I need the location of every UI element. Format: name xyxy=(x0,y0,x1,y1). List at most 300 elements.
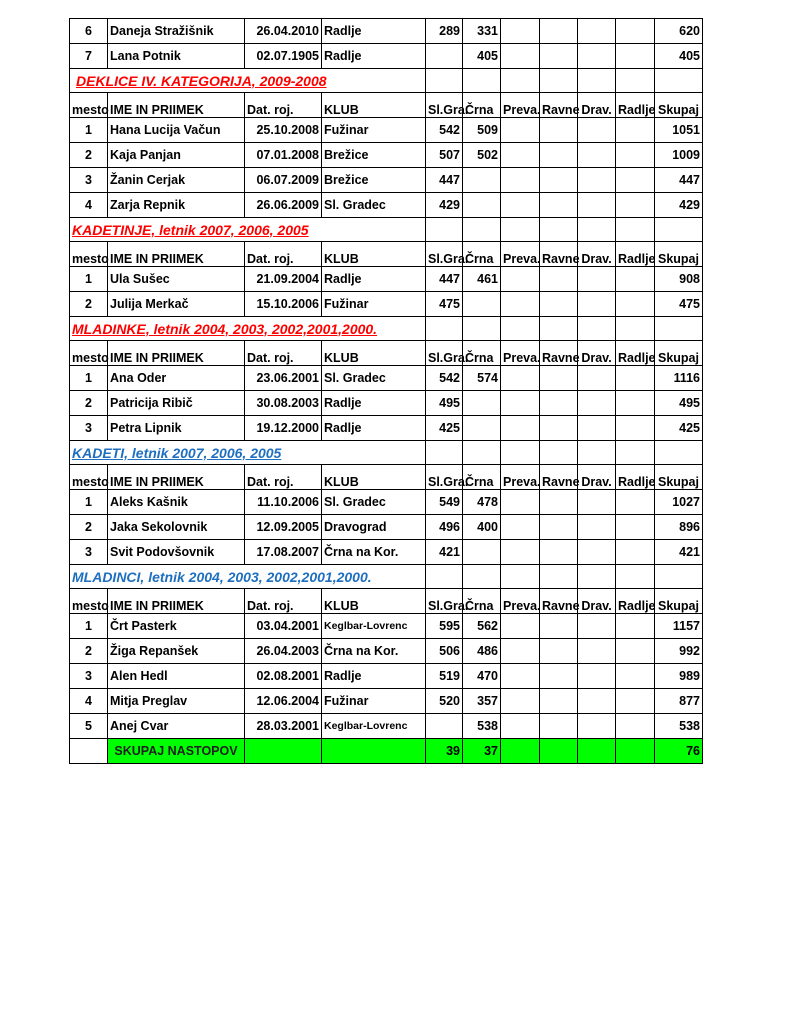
empty-cell xyxy=(616,317,655,341)
club-cell: Fužinar xyxy=(322,118,426,143)
score-slgra-cell: 595 xyxy=(426,614,463,639)
place-cell: 1 xyxy=(70,366,108,391)
score-ravne-cell xyxy=(540,193,578,218)
table-row xyxy=(70,714,703,739)
score-slgra-cell: 506 xyxy=(426,639,463,664)
name-cell: Kaja Panjan xyxy=(108,143,245,168)
total-score-cell: 447 xyxy=(655,168,703,193)
score-preva-cell xyxy=(501,267,540,292)
birthdate-cell: 28.03.2001 xyxy=(245,714,322,739)
score-slgra-cell: 542 xyxy=(426,118,463,143)
table-row xyxy=(70,44,703,69)
club-cell: Radlje xyxy=(322,267,426,292)
empty-cell xyxy=(70,739,108,764)
score-crna-cell: 478 xyxy=(463,490,501,515)
score-ravne-cell xyxy=(540,292,578,317)
column-header-row xyxy=(70,465,703,490)
club-cell: Radlje xyxy=(322,44,426,69)
column-header: mesto xyxy=(70,93,108,118)
score-drav-cell xyxy=(578,118,616,143)
score-drav-cell xyxy=(578,540,616,565)
column-header: Radlje xyxy=(616,341,655,366)
name-cell: Jaka Sekolovnik xyxy=(108,515,245,540)
name-cell: Julija Merkač xyxy=(108,292,245,317)
column-header: Ravne xyxy=(540,341,578,366)
column-header: Sl.Gra. xyxy=(426,93,463,118)
birthdate-cell: 15.10.2006 xyxy=(245,292,322,317)
score-crna-cell: 470 xyxy=(463,664,501,689)
score-ravne-cell xyxy=(540,267,578,292)
name-cell: Mitja Preglav xyxy=(108,689,245,714)
score-crna-cell: 574 xyxy=(463,366,501,391)
column-header: KLUB xyxy=(322,93,426,118)
table-row xyxy=(70,614,703,639)
column-header: Preva. xyxy=(501,93,540,118)
score-radlje-cell xyxy=(616,366,655,391)
empty-cell xyxy=(463,69,501,93)
column-header: Črna xyxy=(463,589,501,614)
empty-cell xyxy=(463,441,501,465)
column-header-row xyxy=(70,341,703,366)
empty-cell xyxy=(501,739,540,764)
table-row xyxy=(70,118,703,143)
birthdate-cell: 12.09.2005 xyxy=(245,515,322,540)
empty-cell xyxy=(501,565,540,589)
birthdate-cell: 12.06.2004 xyxy=(245,689,322,714)
empty-cell xyxy=(540,317,578,341)
empty-cell xyxy=(540,565,578,589)
score-crna-cell: 538 xyxy=(463,714,501,739)
score-preva-cell xyxy=(501,714,540,739)
score-radlje-cell xyxy=(616,143,655,168)
empty-cell xyxy=(426,441,463,465)
column-header: mesto xyxy=(70,242,108,267)
birthdate-cell: 26.04.2010 xyxy=(245,19,322,44)
score-crna-cell xyxy=(463,416,501,441)
place-cell: 1 xyxy=(70,614,108,639)
column-header: mesto xyxy=(70,341,108,366)
score-preva-cell xyxy=(501,193,540,218)
column-header: Preva. xyxy=(501,341,540,366)
total-score-cell: 495 xyxy=(655,391,703,416)
birthdate-cell: 25.10.2008 xyxy=(245,118,322,143)
place-cell: 3 xyxy=(70,664,108,689)
name-cell: Žiga Repanšek xyxy=(108,639,245,664)
column-header: Sl.Gra. xyxy=(426,465,463,490)
score-preva-cell xyxy=(501,664,540,689)
column-header: IME IN PRIIMEK xyxy=(108,242,245,267)
club-cell: Sl. Gradec xyxy=(322,490,426,515)
category-title: MLADINCI, letnik 2004, 2003, 2002,2001,2000. xyxy=(70,565,426,589)
name-cell: Petra Lipnik xyxy=(108,416,245,441)
total-crna-cell: 37 xyxy=(463,739,501,764)
table-row xyxy=(70,143,703,168)
column-header: Skupaj xyxy=(655,341,703,366)
total-score-cell: 1116 xyxy=(655,366,703,391)
score-preva-cell xyxy=(501,639,540,664)
column-header: Radlje xyxy=(616,589,655,614)
score-crna-cell: 400 xyxy=(463,515,501,540)
score-preva-cell xyxy=(501,366,540,391)
score-preva-cell xyxy=(501,391,540,416)
score-drav-cell xyxy=(578,366,616,391)
score-radlje-cell xyxy=(616,391,655,416)
place-cell: 7 xyxy=(70,44,108,69)
total-score-cell: 620 xyxy=(655,19,703,44)
empty-cell xyxy=(322,739,426,764)
score-drav-cell xyxy=(578,143,616,168)
score-ravne-cell xyxy=(540,118,578,143)
column-header: IME IN PRIIMEK xyxy=(108,589,245,614)
score-radlje-cell xyxy=(616,193,655,218)
score-radlje-cell xyxy=(616,490,655,515)
table-row xyxy=(70,267,703,292)
total-score-cell: 1157 xyxy=(655,614,703,639)
category-title-row xyxy=(70,441,703,465)
empty-cell xyxy=(578,565,616,589)
empty-cell xyxy=(655,565,703,589)
birthdate-cell: 03.04.2001 xyxy=(245,614,322,639)
column-header: Dat. roj. xyxy=(245,589,322,614)
place-cell: 3 xyxy=(70,168,108,193)
table-row xyxy=(70,540,703,565)
club-cell: Keglbar-Lovrenc xyxy=(322,714,426,739)
column-header: Ravne xyxy=(540,242,578,267)
score-radlje-cell xyxy=(616,168,655,193)
score-preva-cell xyxy=(501,614,540,639)
birthdate-cell: 21.09.2004 xyxy=(245,267,322,292)
score-ravne-cell xyxy=(540,366,578,391)
score-radlje-cell xyxy=(616,614,655,639)
score-crna-cell xyxy=(463,193,501,218)
column-header: Radlje xyxy=(616,93,655,118)
score-ravne-cell xyxy=(540,689,578,714)
score-preva-cell xyxy=(501,44,540,69)
column-header: Skupaj xyxy=(655,93,703,118)
birthdate-cell: 06.07.2009 xyxy=(245,168,322,193)
place-cell: 2 xyxy=(70,143,108,168)
empty-cell xyxy=(463,565,501,589)
score-slgra-cell: 421 xyxy=(426,540,463,565)
score-radlje-cell xyxy=(616,515,655,540)
total-score-cell: 1051 xyxy=(655,118,703,143)
column-header: IME IN PRIIMEK xyxy=(108,465,245,490)
score-ravne-cell xyxy=(540,168,578,193)
birthdate-cell: 11.10.2006 xyxy=(245,490,322,515)
score-drav-cell xyxy=(578,639,616,664)
score-crna-cell xyxy=(463,168,501,193)
name-cell: Žanin Cerjak xyxy=(108,168,245,193)
column-header: mesto xyxy=(70,589,108,614)
column-header: KLUB xyxy=(322,242,426,267)
column-header: Ravne xyxy=(540,589,578,614)
score-slgra-cell: 289 xyxy=(426,19,463,44)
score-crna-cell xyxy=(463,391,501,416)
empty-cell xyxy=(426,69,463,93)
column-header: Radlje xyxy=(616,465,655,490)
category-title: DEKLICE IV. KATEGORIJA, 2009-2008 xyxy=(70,69,426,93)
score-slgra-cell: 447 xyxy=(426,168,463,193)
score-crna-cell: 331 xyxy=(463,19,501,44)
score-crna-cell: 509 xyxy=(463,118,501,143)
club-cell: Sl. Gradec xyxy=(322,193,426,218)
score-radlje-cell xyxy=(616,416,655,441)
place-cell: 4 xyxy=(70,689,108,714)
score-ravne-cell xyxy=(540,639,578,664)
empty-cell xyxy=(616,739,655,764)
score-crna-cell: 405 xyxy=(463,44,501,69)
club-cell: Dravograd xyxy=(322,515,426,540)
score-preva-cell xyxy=(501,143,540,168)
column-header-row xyxy=(70,242,703,267)
empty-cell xyxy=(540,739,578,764)
score-preva-cell xyxy=(501,490,540,515)
score-radlje-cell xyxy=(616,267,655,292)
empty-cell xyxy=(501,69,540,93)
score-ravne-cell xyxy=(540,391,578,416)
column-header: KLUB xyxy=(322,341,426,366)
empty-cell xyxy=(540,69,578,93)
empty-cell xyxy=(426,218,463,242)
score-ravne-cell xyxy=(540,19,578,44)
score-ravne-cell xyxy=(540,614,578,639)
score-crna-cell: 502 xyxy=(463,143,501,168)
name-cell: Alen Hedl xyxy=(108,664,245,689)
empty-cell xyxy=(501,317,540,341)
grand-total-cell: 76 xyxy=(655,739,703,764)
total-score-cell: 538 xyxy=(655,714,703,739)
empty-cell xyxy=(616,69,655,93)
empty-cell xyxy=(655,441,703,465)
total-score-cell: 475 xyxy=(655,292,703,317)
score-slgra-cell: 549 xyxy=(426,490,463,515)
total-score-cell: 405 xyxy=(655,44,703,69)
column-header: Sl.Gra. xyxy=(426,242,463,267)
club-cell: Radlje xyxy=(322,416,426,441)
score-preva-cell xyxy=(501,689,540,714)
place-cell: 2 xyxy=(70,292,108,317)
score-ravne-cell xyxy=(540,416,578,441)
column-header: mesto xyxy=(70,465,108,490)
empty-cell xyxy=(426,317,463,341)
name-cell: Ula Sušec xyxy=(108,267,245,292)
score-slgra-cell: 496 xyxy=(426,515,463,540)
column-header: Črna xyxy=(463,93,501,118)
name-cell: Aleks Kašnik xyxy=(108,490,245,515)
place-cell: 3 xyxy=(70,540,108,565)
empty-cell xyxy=(616,218,655,242)
category-title: KADETINJE, letnik 2007, 2006, 2005 xyxy=(70,218,426,242)
score-drav-cell xyxy=(578,267,616,292)
score-ravne-cell xyxy=(540,540,578,565)
score-ravne-cell xyxy=(540,714,578,739)
club-cell: Radlje xyxy=(322,19,426,44)
club-cell: Radlje xyxy=(322,664,426,689)
score-preva-cell xyxy=(501,540,540,565)
table-row xyxy=(70,416,703,441)
score-radlje-cell xyxy=(616,44,655,69)
name-cell: Patricija Ribič xyxy=(108,391,245,416)
score-slgra-cell: 429 xyxy=(426,193,463,218)
score-slgra-cell xyxy=(426,714,463,739)
club-cell: Fužinar xyxy=(322,292,426,317)
birthdate-cell: 19.12.2000 xyxy=(245,416,322,441)
name-cell: Anej Cvar xyxy=(108,714,245,739)
score-drav-cell xyxy=(578,416,616,441)
column-header: Drav. xyxy=(578,242,616,267)
score-crna-cell: 461 xyxy=(463,267,501,292)
table-row xyxy=(70,664,703,689)
empty-cell xyxy=(578,739,616,764)
column-header: Sl.Gra. xyxy=(426,589,463,614)
total-score-cell: 425 xyxy=(655,416,703,441)
total-score-cell: 908 xyxy=(655,267,703,292)
column-header: Ravne xyxy=(540,465,578,490)
column-header: KLUB xyxy=(322,589,426,614)
birthdate-cell: 26.04.2003 xyxy=(245,639,322,664)
table-row xyxy=(70,366,703,391)
table-row xyxy=(70,19,703,44)
empty-cell xyxy=(578,317,616,341)
score-preva-cell xyxy=(501,292,540,317)
score-drav-cell xyxy=(578,193,616,218)
total-score-cell: 429 xyxy=(655,193,703,218)
total-score-cell: 989 xyxy=(655,664,703,689)
empty-cell xyxy=(655,218,703,242)
score-ravne-cell xyxy=(540,490,578,515)
table-row xyxy=(70,292,703,317)
results-table xyxy=(69,18,703,764)
score-drav-cell xyxy=(578,490,616,515)
club-cell: Sl. Gradec xyxy=(322,366,426,391)
column-header: Drav. xyxy=(578,589,616,614)
column-header-row xyxy=(70,589,703,614)
score-crna-cell: 562 xyxy=(463,614,501,639)
column-header: Radlje xyxy=(616,242,655,267)
empty-cell xyxy=(655,69,703,93)
category-title-row xyxy=(70,218,703,242)
table-row xyxy=(70,639,703,664)
name-cell: Lana Potnik xyxy=(108,44,245,69)
club-cell: Črna na Kor. xyxy=(322,639,426,664)
column-header: Črna xyxy=(463,242,501,267)
score-preva-cell xyxy=(501,515,540,540)
total-slgra-cell: 39 xyxy=(426,739,463,764)
column-header: Drav. xyxy=(578,465,616,490)
empty-cell xyxy=(463,317,501,341)
category-title-row xyxy=(70,317,703,341)
score-radlje-cell xyxy=(616,639,655,664)
score-radlje-cell xyxy=(616,714,655,739)
category-title: MLADINKE, letnik 2004, 2003, 2002,2001,2000. xyxy=(70,317,426,341)
score-preva-cell xyxy=(501,19,540,44)
table-row xyxy=(70,689,703,714)
score-drav-cell xyxy=(578,714,616,739)
place-cell: 2 xyxy=(70,639,108,664)
score-slgra-cell xyxy=(426,44,463,69)
table-row xyxy=(70,193,703,218)
place-cell: 6 xyxy=(70,19,108,44)
column-header: Drav. xyxy=(578,93,616,118)
name-cell: Daneja Stražišnik xyxy=(108,19,245,44)
table-row xyxy=(70,490,703,515)
score-radlje-cell xyxy=(616,19,655,44)
empty-cell xyxy=(501,218,540,242)
club-cell: Črna na Kor. xyxy=(322,540,426,565)
total-score-cell: 896 xyxy=(655,515,703,540)
score-crna-cell xyxy=(463,540,501,565)
score-drav-cell xyxy=(578,44,616,69)
place-cell: 1 xyxy=(70,267,108,292)
total-label: SKUPAJ NASTOPOV xyxy=(108,739,245,764)
birthdate-cell: 26.06.2009 xyxy=(245,193,322,218)
column-header: Skupaj xyxy=(655,242,703,267)
score-ravne-cell xyxy=(540,664,578,689)
empty-cell xyxy=(616,565,655,589)
name-cell: Zarja Repnik xyxy=(108,193,245,218)
column-header: Črna xyxy=(463,341,501,366)
score-ravne-cell xyxy=(540,44,578,69)
score-radlje-cell xyxy=(616,292,655,317)
total-score-cell: 421 xyxy=(655,540,703,565)
empty-cell xyxy=(540,218,578,242)
empty-cell xyxy=(501,441,540,465)
empty-cell xyxy=(245,739,322,764)
column-header: Dat. roj. xyxy=(245,93,322,118)
column-header: Dat. roj. xyxy=(245,465,322,490)
birthdate-cell: 17.08.2007 xyxy=(245,540,322,565)
column-header: Preva. xyxy=(501,589,540,614)
score-drav-cell xyxy=(578,391,616,416)
birthdate-cell: 02.07.1905 xyxy=(245,44,322,69)
score-slgra-cell: 542 xyxy=(426,366,463,391)
place-cell: 5 xyxy=(70,714,108,739)
score-drav-cell xyxy=(578,19,616,44)
score-crna-cell xyxy=(463,292,501,317)
empty-cell xyxy=(463,218,501,242)
score-drav-cell xyxy=(578,689,616,714)
score-preva-cell xyxy=(501,168,540,193)
empty-cell xyxy=(426,565,463,589)
score-crna-cell: 357 xyxy=(463,689,501,714)
name-cell: Črt Pasterk xyxy=(108,614,245,639)
score-radlje-cell xyxy=(616,664,655,689)
category-title-row xyxy=(70,565,703,589)
score-slgra-cell: 447 xyxy=(426,267,463,292)
score-radlje-cell xyxy=(616,689,655,714)
place-cell: 3 xyxy=(70,416,108,441)
birthdate-cell: 07.01.2008 xyxy=(245,143,322,168)
score-ravne-cell xyxy=(540,143,578,168)
column-header: IME IN PRIIMEK xyxy=(108,93,245,118)
name-cell: Svit Podovšovnik xyxy=(108,540,245,565)
score-slgra-cell: 495 xyxy=(426,391,463,416)
table-row xyxy=(70,391,703,416)
column-header: Skupaj xyxy=(655,589,703,614)
score-preva-cell xyxy=(501,118,540,143)
score-drav-cell xyxy=(578,614,616,639)
score-crna-cell: 486 xyxy=(463,639,501,664)
total-score-cell: 1009 xyxy=(655,143,703,168)
empty-cell xyxy=(616,441,655,465)
score-radlje-cell xyxy=(616,118,655,143)
column-header: Drav. xyxy=(578,341,616,366)
column-header: Preva. xyxy=(501,242,540,267)
empty-cell xyxy=(578,69,616,93)
club-cell: Radlje xyxy=(322,391,426,416)
empty-cell xyxy=(655,317,703,341)
place-cell: 4 xyxy=(70,193,108,218)
